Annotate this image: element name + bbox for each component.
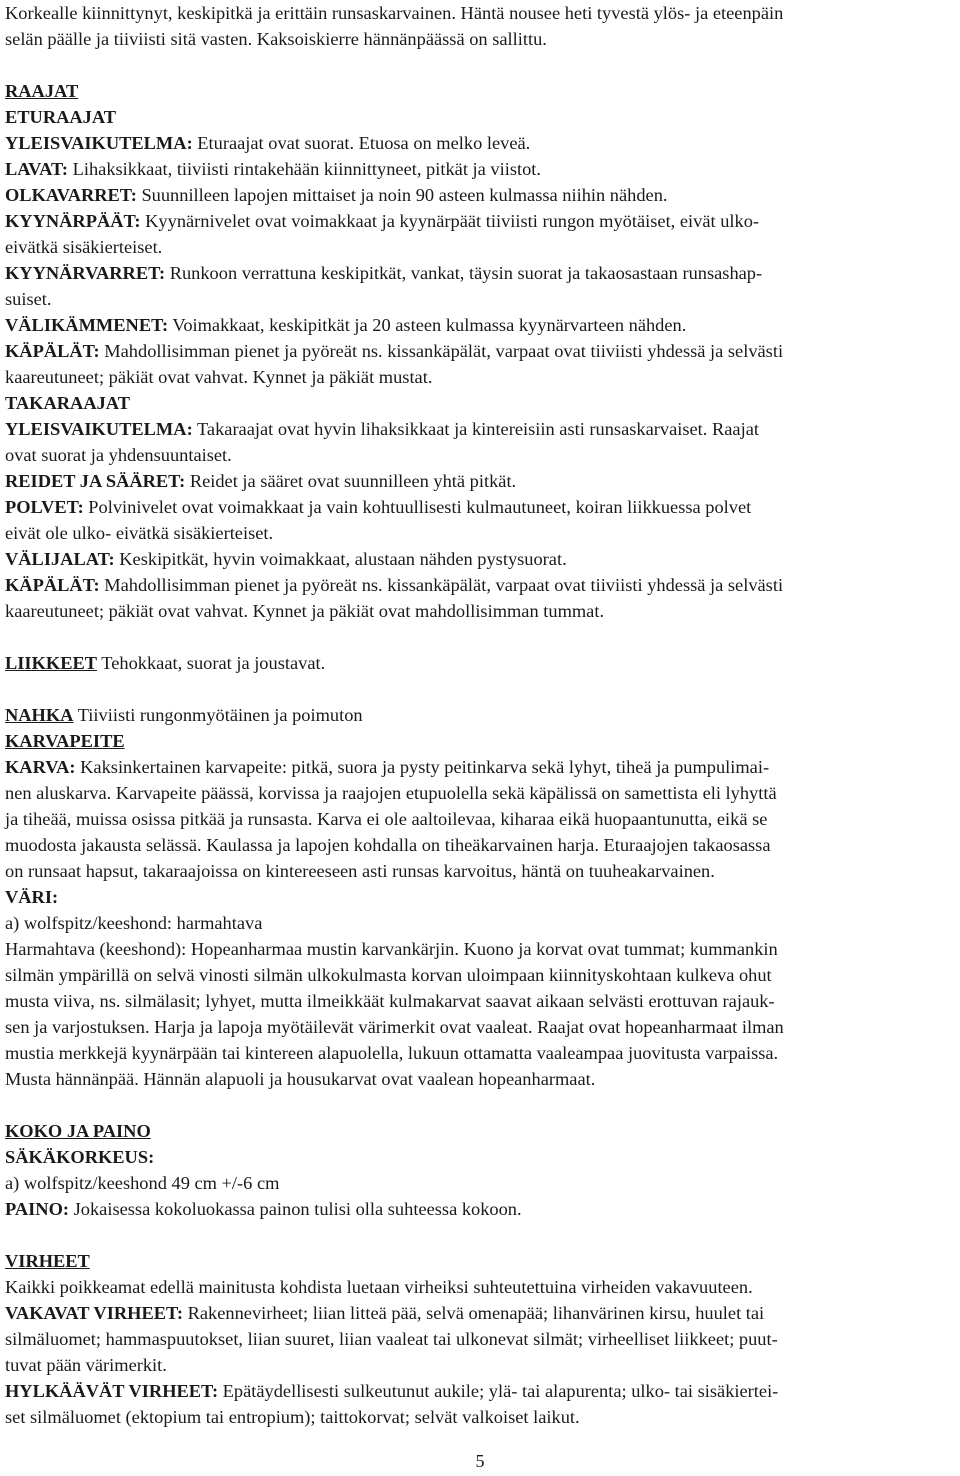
hylkaavat-line-1: HYLKÄÄVÄT VIRHEET: Epätäydellisesti sulkeutunut aukile; ylä- tai alapurenta; ulko- tai sisäkiertei- <box>5 1381 779 1401</box>
front-kapalat-cont: kaareutuneet; päkiät ovat vahvat. Kynnet ja päkiät mustat. <box>5 367 433 387</box>
hylkaavat-line-2: set silmäluomet (ektopium tai entropium); taittokorvat; selvät valkoiset laikut. <box>5 1407 580 1427</box>
front-kyynarvarret-cont: suiset. <box>5 289 52 309</box>
label-sakakorkeus: SÄKÄKORKEUS: <box>5 1147 155 1167</box>
heading-nahka: NAHKA <box>5 705 74 725</box>
intro-line-1: Korkealle kiinnittynyt, keskipitkä ja erittäin runsaskarvainen. Häntä nousee heti tyvestä ylös- ja eteenpäin <box>5 3 784 23</box>
virheet-intro: Kaikki poikkeamat edellä mainitusta kohdista luetaan virheiksi suhteutettuina virheiden vakavuuteen. <box>5 1277 753 1297</box>
heading-karvapeite: KARVAPEITE <box>5 731 125 751</box>
rear-kapalat-cont: kaareutuneet; päkiät ovat vahvat. Kynnet ja päkiät ovat mahdollisimman tummat. <box>5 601 605 621</box>
vakavat-line-1: VAKAVAT VIRHEET: Rakennevirheet; liian litteä pää, selvä omenapää; lihanvärinen kirsu, huulet tai <box>5 1303 765 1323</box>
karva-line-3: ja tiheää, muissa osissa pitkää ja runsasta. Karva ei ole aaltoilevaa, kiharaa eikä huopaantunutta, eikä se <box>5 809 768 829</box>
rear-polvet: POLVET: Polvinivelet ovat voimakkaat ja vain kohtuullisesti kulmautuneet, koiran liikkuessa polvet <box>5 497 752 517</box>
front-kyynarvarret: KYYNÄRVARRET: Runkoon verrattuna keskipitkät, vankat, täysin suorat ja takaosastaan runsashap- <box>5 263 763 283</box>
rear-yleis-cont: ovat suorat ja yhdensuuntaiset. <box>5 445 232 465</box>
heading-eturaajat: ETURAAJAT <box>5 107 117 127</box>
vari-line-3: musta viiva, ns. silmälasit; lyhyet, mutta ilmeikkäät kulmakarvat saavat aikaan selvästi erottuvan rajauk- <box>5 991 775 1011</box>
paino-line: PAINO: Jokaisessa kokoluokassa painon tulisi olla suhteessa kokoon. <box>5 1199 522 1219</box>
label-vari: VÄRI: <box>5 887 59 907</box>
karva-line-2: nen aluskarva. Karvapeite päässä, korvissa ja raajojen etupuolella sekä käpälissä on samettista eli lyhyttä <box>5 783 777 803</box>
vakavat-line-2: silmäluomet; hammaspuutokset, liian suuret, liian vaaleat tai ulkonevat silmät; virheelliset liikkeet; puut- <box>5 1329 778 1349</box>
page-number: 5 <box>475 1451 485 1471</box>
vari-a: a) wolfspitz/keeshond: harmahtava <box>5 913 263 933</box>
front-valikammenet: VÄLIKÄMMENET: Voimakkaat, keskipitkät ja 20 asteen kulmassa kyynärvarteen nähden. <box>5 315 687 335</box>
vari-line-5: mustia merkkejä kyynärpään tai kintereen alapuolella, lukuun ottamatta vaaleampaa juovitusta varpaissa. <box>5 1043 779 1063</box>
karva-line-5: on runsaat hapsut, takaraajoissa on kintereeseen asti runsas karvoitus, häntä on tuuheakarvainen. <box>5 861 715 881</box>
liikkeet-line: LIIKKEET Tehokkaat, suorat ja joustavat. <box>5 653 326 673</box>
rear-yleis: YLEISVAIKUTELMA: Takaraajat ovat hyvin lihaksikkaat ja kintereisiin asti runsaskarvaiset. Raajat <box>5 419 759 439</box>
heading-virheet: VIRHEET <box>5 1251 90 1271</box>
rear-reidet: REIDET JA SÄÄRET: Reidet ja sääret ovat suunnilleen yhtä pitkät. <box>5 471 517 491</box>
heading-takaraajat: TAKARAAJAT <box>5 393 130 413</box>
karva-line-4: muodosta jakausta selässä. Kaulassa ja lapojen kohdalla on tiheäkarvainen harja. Eturaajojen takaosassa <box>5 835 771 855</box>
heading-raajat: RAAJAT <box>5 81 79 101</box>
front-yleis: YLEISVAIKUTELMA: Eturaajat ovat suorat. Etuosa on melko leveä. <box>5 133 531 153</box>
rear-polvet-cont: eivät ole ulko- eivätkä sisäkierteiset. <box>5 523 274 543</box>
rear-kapalat: KÄPÄLÄT: Mahdollisimman pienet ja pyöreät ns. kissankäpälät, varpaat ovat tiiviisti yhdessä ja selvästi <box>5 575 784 595</box>
heading-koko-ja-paino: KOKO JA PAINO <box>5 1121 151 1141</box>
vari-line-6: Musta hännänpää. Hännän alapuoli ja housukarvat ovat vaalean hopeanharmaat. <box>5 1069 596 1089</box>
vari-line-1: Harmahtava (keeshond): Hopeanharmaa mustin karvankärjin. Kuono ja korvat ovat tummat; kummankin <box>5 939 778 959</box>
sakakorkeus-value: a) wolfspitz/keeshond 49 cm +/-6 cm <box>5 1173 280 1193</box>
front-lavat: LAVAT: Lihaksikkaat, tiiviisti rintakehään kiinnittyneet, pitkät ja viistot. <box>5 159 541 179</box>
front-kapalat: KÄPÄLÄT: Mahdollisimman pienet ja pyöreät ns. kissankäpälät, varpaat ovat tiiviisti yhdessä ja selvästi <box>5 341 784 361</box>
karva-line-1: KARVA: Kaksinkertainen karvapeite: pitkä, suora ja pysty peitinkarva sekä lyhyt, tiheä ja pumpulimai- <box>5 757 770 777</box>
document-page <box>5 0 958 1430</box>
front-olkavarret: OLKAVARRET: Suunnilleen lapojen mittaiset ja noin 90 asteen kulmassa niihin nähden. <box>5 185 668 205</box>
rear-valijalat: VÄLIJALAT: Keskipitkät, hyvin voimakkaat, alustaan nähden pystysuorat. <box>5 549 567 569</box>
nahka-line: NAHKA Tiiviisti rungonmyötäinen ja poimuton <box>5 705 363 725</box>
vari-line-4: sen ja varjostuksen. Harja ja lapoja myötäilevät värimerkit ovat vaaleat. Raajat ovat hopeanharmaat ilman <box>5 1017 784 1037</box>
intro-line-2: selän päälle ja tiiviisti sitä vasten. Kaksoiskierre hännänpäässä on sallittu. <box>5 29 547 49</box>
vakavat-line-3: tuvat pään värimerkit. <box>5 1355 167 1375</box>
front-kyynarpaat: KYYNÄRPÄÄT: Kyynärnivelet ovat voimakkaat ja kyynärpäät tiiviisti rungon myötäiset, eivät ulko- <box>5 211 760 231</box>
front-kyynarpaat-cont: eivätkä sisäkierteiset. <box>5 237 163 257</box>
heading-liikkeet: LIIKKEET <box>5 653 97 673</box>
vari-line-2: silmän ympärillä on selvä vinosti silmän ulkokulmasta korvan uloimpaan kiinnityskohtaan kulkeva ohut <box>5 965 772 985</box>
